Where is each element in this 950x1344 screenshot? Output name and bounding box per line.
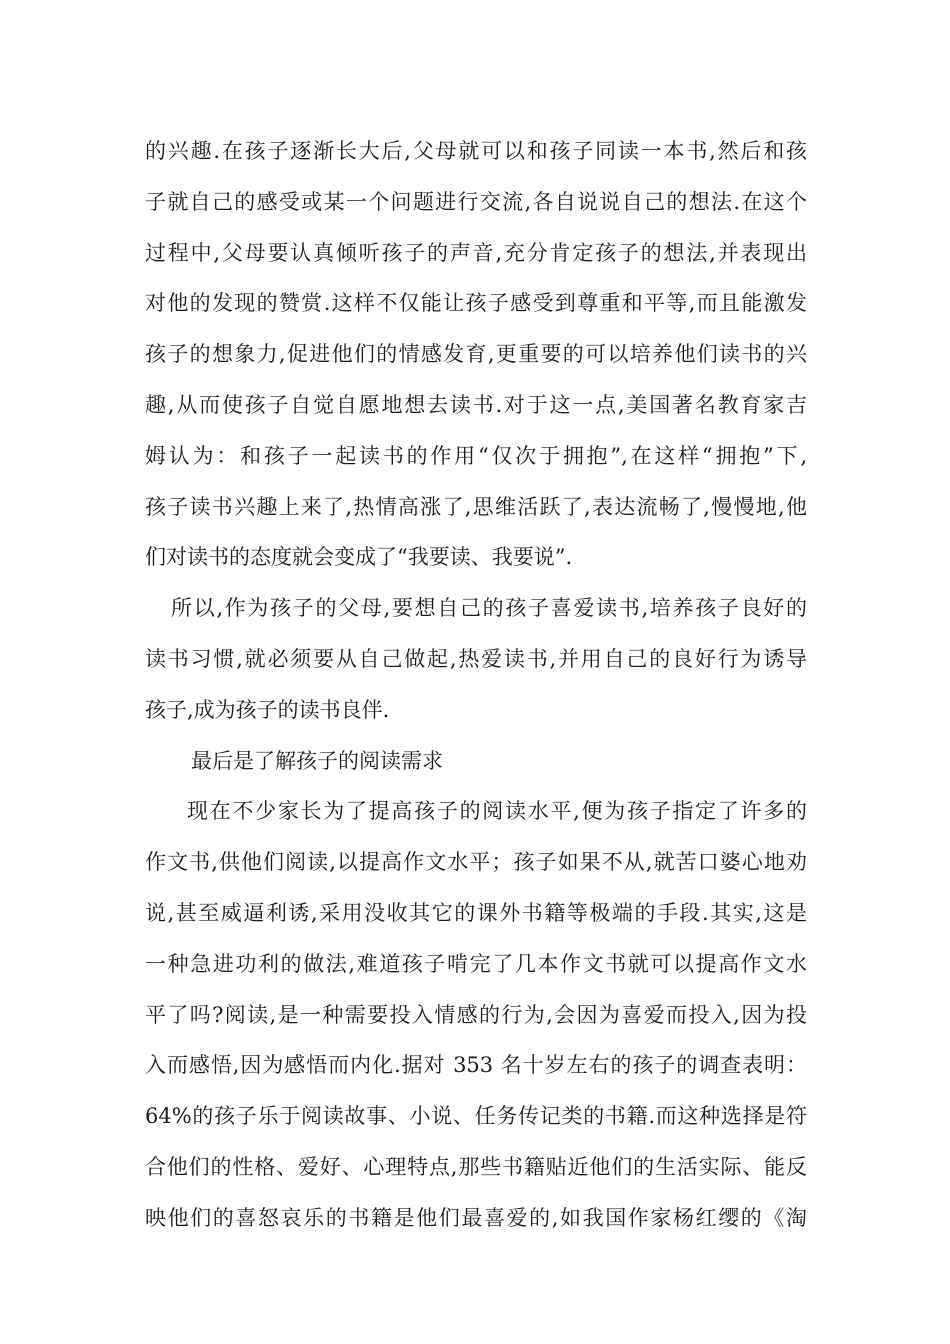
text-line: 的兴趣.在孩子逐渐长大后,父母就可以和孩子同读一本书,然后和孩 (145, 139, 807, 163)
text-line: 读书习惯,就必须要从自己做起,热爱读书,并用自己的良好行为诱导 (145, 646, 807, 671)
text-line: 对他的发现的赞赏.这样不仅能让孩子感受到尊重和平等,而且能激发 (145, 291, 807, 316)
text-line: 现在不少家长为了提高孩子的阅读水平,便为孩子指定了许多的 (187, 799, 807, 824)
text-line: 合他们的性格、爱好、心理特点,那些书籍贴近他们的生活实际、能反 (145, 1154, 807, 1179)
text-line: 作文书,供他们阅读,以提高作文水平；孩子如果不从,就苦口婆心地劝 (145, 850, 807, 875)
text-line: 孩子的想象力,促进他们的情感发育,更重要的可以培养他们读书的兴 (145, 342, 807, 367)
text-line: 姆认为：和孩子一起读书的作用“仅次于拥抱”,在这样“拥抱”下, (145, 443, 807, 468)
paragraph-reading-needs (145, 786, 807, 1243)
text-line: 一种急进功利的做法,难道孩子啃完了几本作文书就可以提高作文水 (145, 951, 807, 976)
text-line: 说,甚至威逼利诱,采用没收其它的课外书籍等极端的手段.其实,这是 (145, 900, 807, 925)
text-line: 平了吗?阅读,是一种需要投入情感的行为,会因为喜爱而投入,因为投 (145, 1002, 807, 1027)
text-line: 过程中,父母要认真倾听孩子的声音,充分肯定孩子的想法,并表现出 (145, 240, 807, 265)
text-line: 趣,从而使孩子自觉自愿地想去读书.对于这一点,美国著名教育家吉 (145, 392, 807, 417)
document-body (145, 126, 807, 1244)
text-line: 所以,作为孩子的父母,要想自己的孩子喜爱读书,培养孩子良好的 (171, 596, 807, 621)
text-line: 64%的孩子乐于阅读故事、小说、任务传记类的书籍.而这种选择是符 (145, 1104, 807, 1129)
text-line: 们对读书的态度就会变成了“我要读、我要说”. (145, 545, 573, 570)
paragraph-parents-example (145, 583, 807, 735)
text-line: 孩子读书兴趣上来了,热情高涨了,思维活跃了,表达流畅了,慢慢地,他 (145, 494, 807, 519)
text-line: 子就自己的感受或某一个问题进行交流,各自说说自己的想法.在这个 (145, 189, 807, 214)
text-line: 映他们的喜怒哀乐的书籍是他们最喜爱的,如我国作家杨红缨的《淘 (145, 1205, 807, 1230)
section-heading (145, 736, 807, 787)
heading-line: 最后是了解孩子的阅读需求 (191, 748, 443, 773)
paragraph-reading-together (145, 126, 807, 583)
text-line: 孩子,成为孩子的读书良伴. (145, 697, 390, 722)
text-line: 入而感悟,因为感悟而内化.据对 353 名十岁左右的孩子的调查表明： (145, 1053, 807, 1078)
